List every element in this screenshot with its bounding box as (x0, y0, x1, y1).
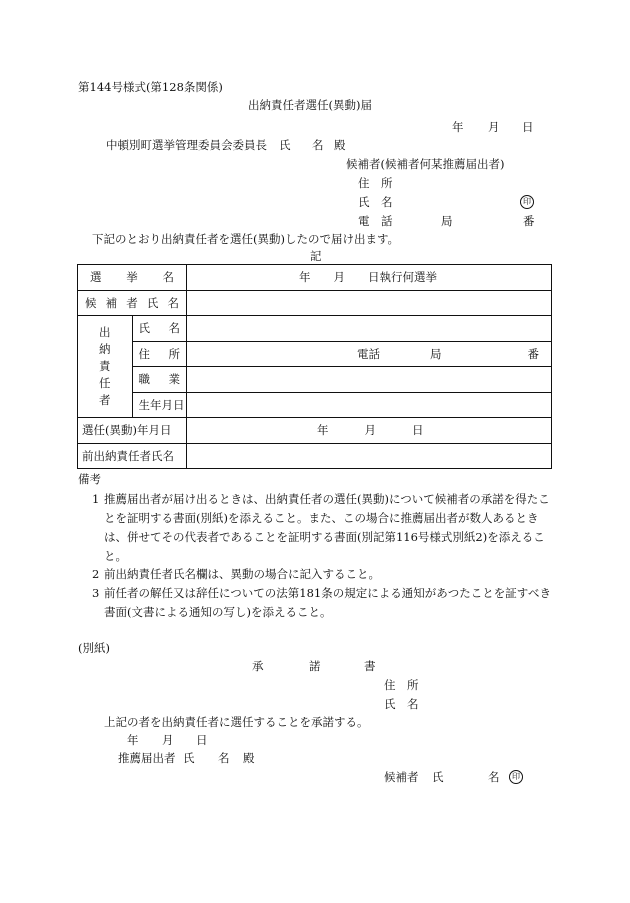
row-candidate (78, 290, 552, 316)
recipient-honorific: 殿 (243, 751, 255, 765)
note-item: 1 推薦届出者が届け出るときは、出納責任者の選任(異動)について候補者の承諾を得たことを証明する書面(別紙)を添えること。また、この場合に推薦届出者が数人あるときは、併せてその代表者であることを証明する書面(別記第116号様式別紙2)を添えること。 (92, 492, 550, 563)
treasurer-address-field[interactable] (187, 341, 552, 367)
attachment-date-day: 日 (196, 733, 208, 747)
document-title: 出納責任者選任(異動)届 (248, 98, 372, 112)
submitter-name-label: 氏 名 (358, 195, 393, 209)
addressee-honorific: 殿 (334, 138, 346, 152)
birth-date-label: 生 年 月 日 (132, 392, 187, 418)
addressee-name-label-1: 氏 (279, 138, 291, 152)
submitter-seal-icon (520, 194, 534, 209)
treasurer-group-label: 出 納 責 任 者 (78, 316, 133, 418)
treasurer-name-field[interactable] (187, 316, 552, 342)
candidate-seal-icon (509, 769, 523, 784)
attachment-address-label: 住 所 (384, 678, 419, 692)
intro-text: 下記のとおり出納責任者を選任(異動)したので届け出ます。 (92, 232, 400, 246)
candidate-label: 候補者 (384, 770, 419, 784)
occupation-field[interactable] (187, 367, 552, 393)
addressee-office: 中頓別町選挙管理委員会委員長 (106, 138, 267, 152)
notes-heading: 備考 (78, 472, 101, 486)
former-treasurer-field[interactable] (187, 443, 552, 469)
candidate-name-field[interactable] (187, 290, 552, 316)
row-former-treasurer (78, 443, 552, 469)
recipient-name-label-1: 氏 (183, 751, 195, 765)
candidate-name-label-1: 氏 (432, 770, 444, 784)
consent-title-2: 諾 (309, 659, 321, 673)
former-treasurer-label: 前出納責任者氏名 (78, 443, 187, 469)
phone-label: 電話 (357, 346, 380, 361)
number-label: 番 (527, 346, 539, 361)
exchange-label: 局 (430, 346, 442, 361)
election-value[interactable]: 年 月 日執行何選挙 (187, 265, 552, 291)
date-year: 年 (452, 120, 464, 134)
consent-title-1: 承 (252, 659, 264, 673)
submitter-phone-label: 電 話 (358, 214, 393, 228)
consent-text: 上記の者を出納責任者に選任することを承諾する。 (104, 715, 369, 729)
row-treasurer-birth (78, 392, 552, 418)
birth-date-field[interactable] (187, 392, 552, 418)
candidate-name-label: 候 補 者 氏 名 (78, 290, 187, 316)
note-item: 3 前任者の解任又は辞任についての法第181条の規定による通知があつたことを証すべき書面(文書による通知の写し)を添えること。 (92, 586, 551, 619)
seal-mark: 印 (520, 195, 534, 209)
attachment-label: (別紙) (78, 641, 110, 655)
note-item: 2 前出納責任者氏名欄は、異動の場合に記入すること。 (92, 567, 380, 581)
form-number: 第144号様式(第128条関係) (78, 80, 223, 94)
submitter-address-label: 住 所 (358, 176, 393, 190)
submitter-role: 候補者(候補者何某推薦届出者) (346, 157, 505, 171)
seal-mark: 印 (509, 770, 523, 784)
attachment-date-month: 月 (162, 733, 174, 747)
appointment-date-field[interactable]: 年 月 日 (187, 418, 552, 444)
election-label: 選 挙 名 (78, 265, 187, 291)
row-appointment-date (78, 418, 552, 444)
ki-heading: 記 (310, 249, 322, 263)
row-election (78, 265, 552, 291)
attachment-date-year: 年 (127, 733, 139, 747)
recipient-name-label-2: 名 (218, 751, 230, 765)
occupation-label: 職 業 (132, 367, 187, 393)
treasurer-address-label: 住 所 (132, 341, 187, 367)
submitter-number-label: 番 (523, 214, 535, 228)
treasurer-name-label: 氏 名 (132, 316, 187, 342)
date-day: 日 (522, 120, 534, 134)
date-month: 月 (488, 120, 500, 134)
form-table (77, 264, 552, 469)
row-treasurer-occupation (78, 367, 552, 393)
appointment-date-label: 選任(異動)年月日 (78, 418, 187, 444)
consent-title-3: 書 (364, 659, 376, 673)
attachment-name-label: 氏 名 (384, 697, 419, 711)
row-treasurer-name (78, 316, 552, 342)
row-treasurer-address (78, 341, 552, 367)
candidate-name-label-2: 名 (488, 770, 500, 784)
addressee-name-label-2: 名 (312, 138, 324, 152)
recipient-label: 推薦届出者 (118, 751, 176, 765)
submitter-exchange-label: 局 (441, 214, 453, 228)
